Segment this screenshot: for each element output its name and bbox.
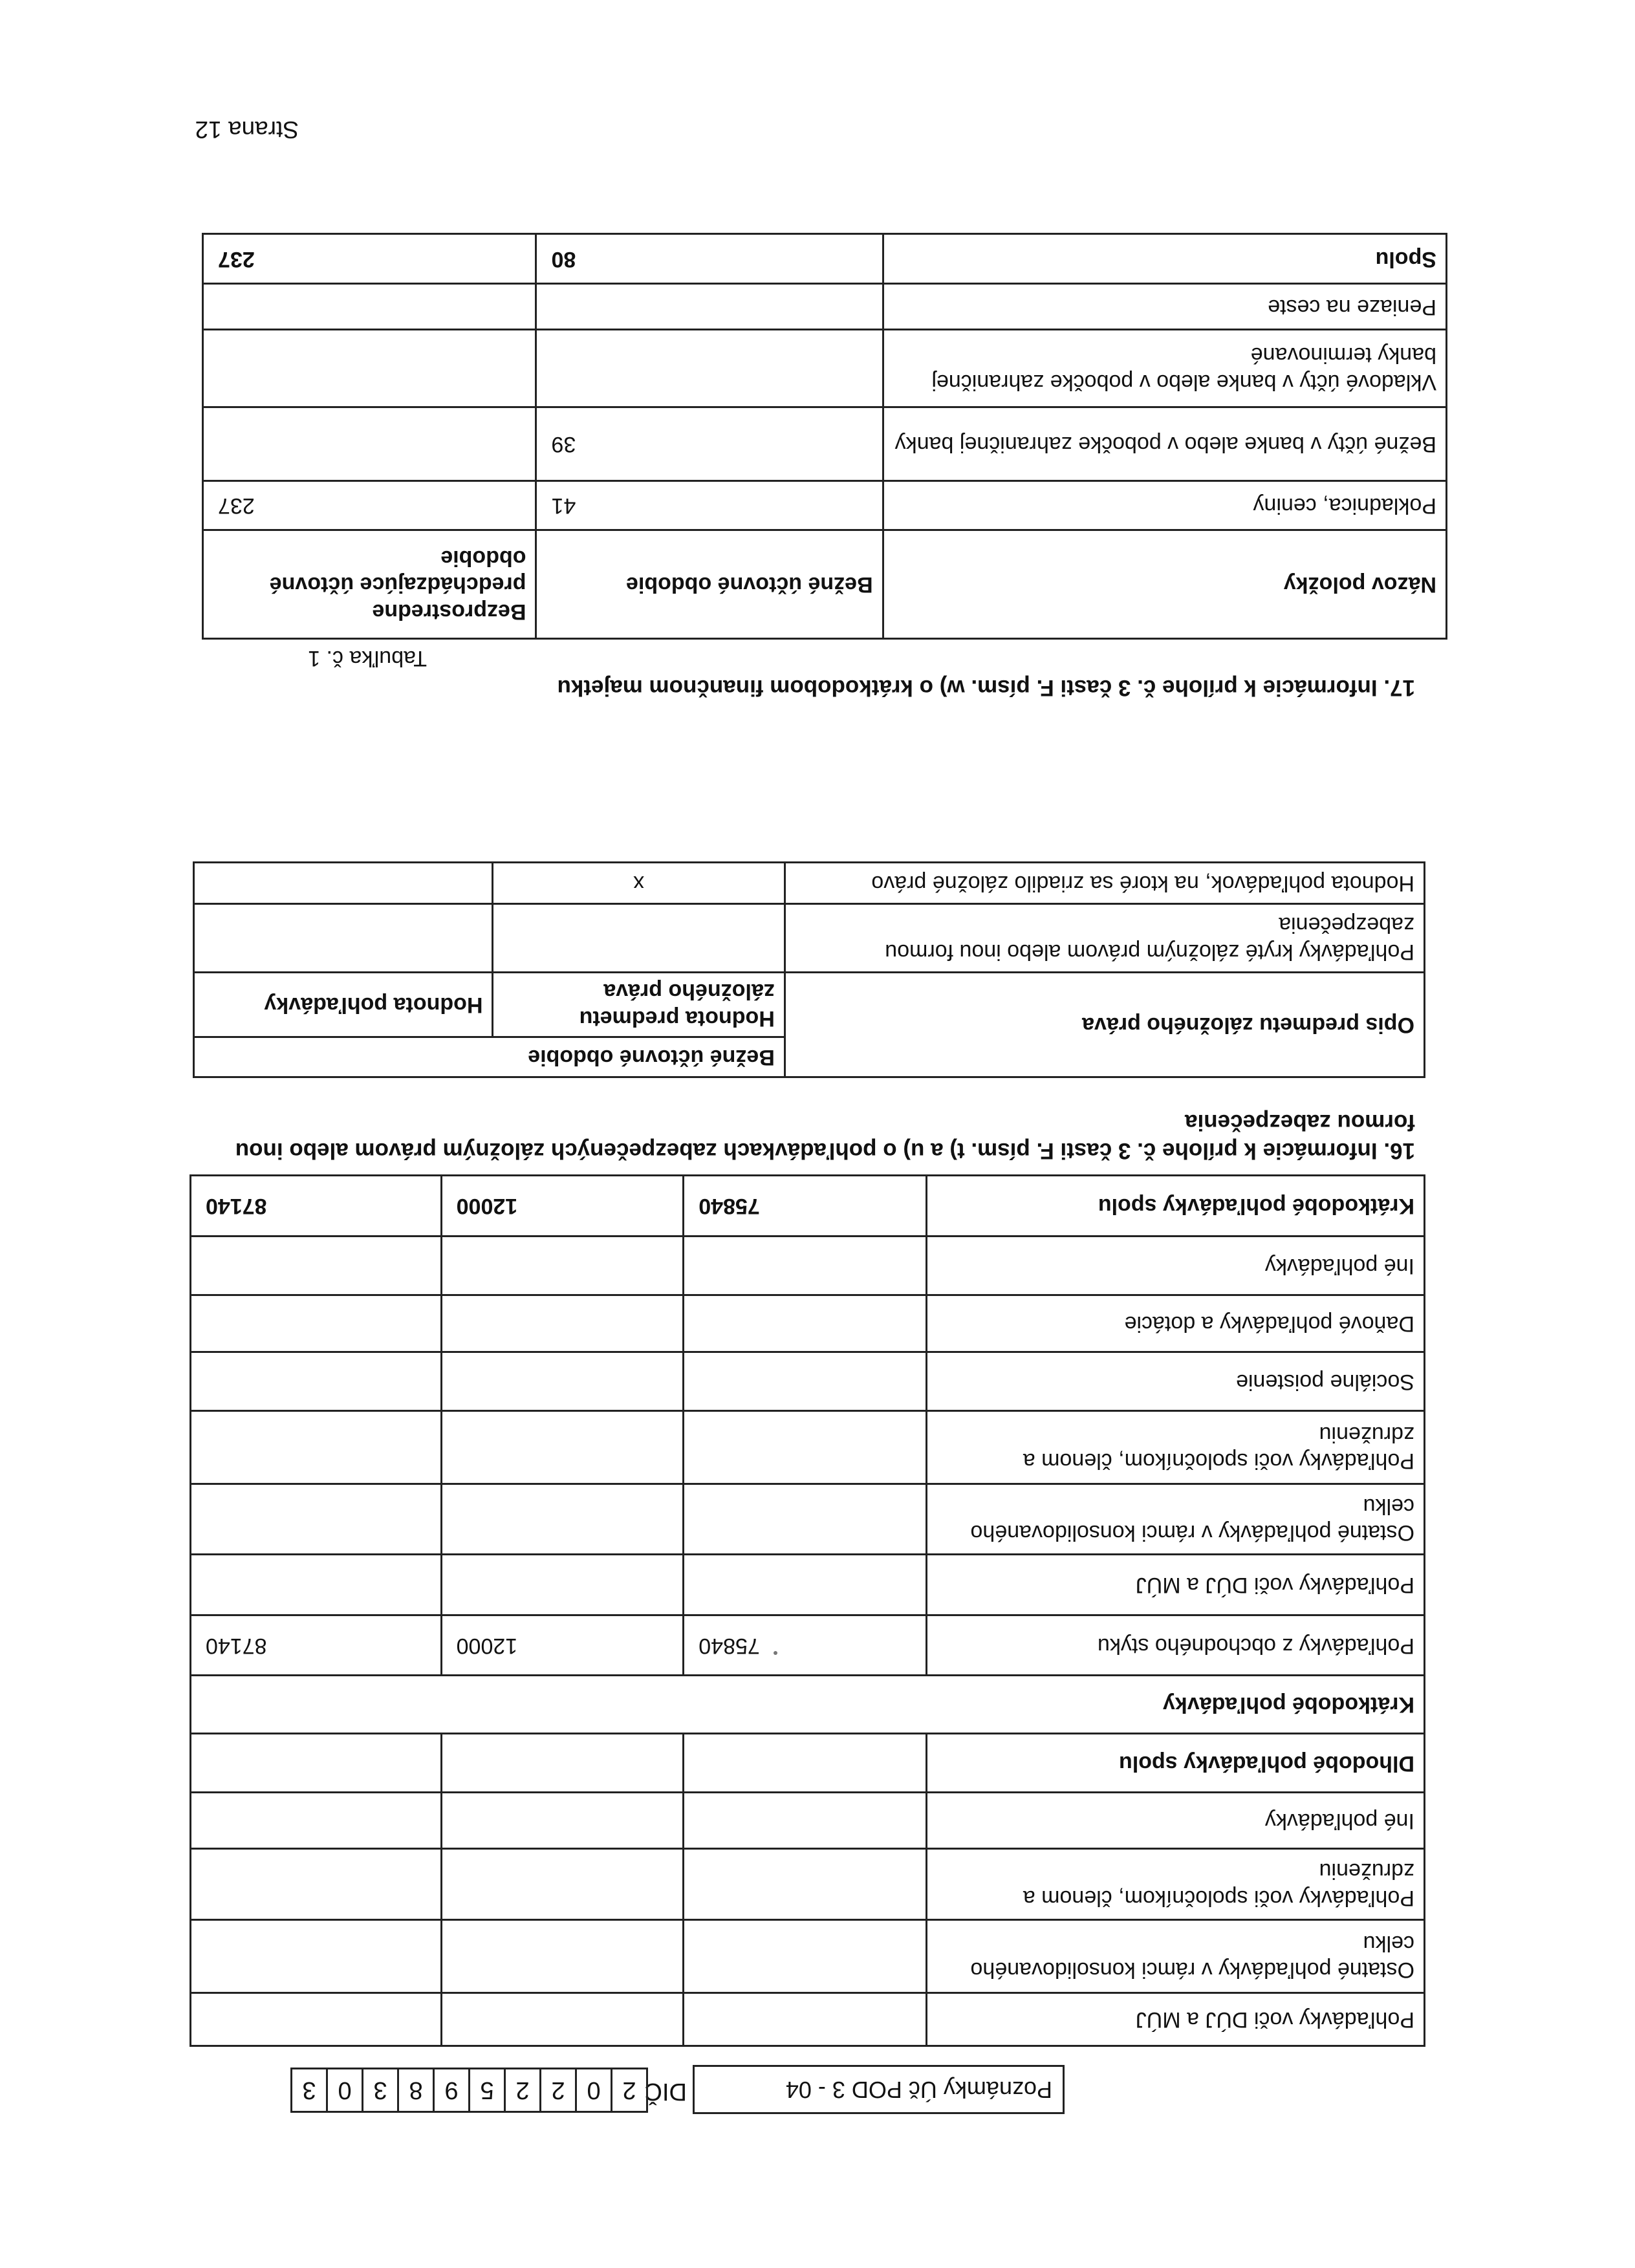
row-label: Vkladové účty v banke alebo v pobočke zahraničnej banky terminované xyxy=(883,330,1446,407)
value-cell: 12000 xyxy=(441,1615,684,1676)
col-header-pledge-value: Hodnota predmetu záložného práva xyxy=(493,973,785,1037)
value-cell xyxy=(441,1484,684,1555)
col-header-description: Opis predmetu záložného práva xyxy=(785,973,1424,1077)
table-row xyxy=(191,1176,1425,1237)
value-cell xyxy=(441,1849,684,1920)
value-cell: 87140 xyxy=(191,1615,442,1676)
row-label: Pohľadávky kryté záložným právom alebo inou formou zabezpečenia xyxy=(785,904,1424,973)
dic-digit: 0 xyxy=(326,2068,363,2113)
value-cell xyxy=(441,1734,684,1793)
value-cell xyxy=(191,1352,442,1411)
value-cell xyxy=(191,1555,442,1615)
value-cell xyxy=(191,1484,442,1555)
table-row xyxy=(191,1615,1425,1676)
table-row xyxy=(191,1849,1425,1920)
value-cell xyxy=(194,904,493,973)
table-row xyxy=(203,330,1447,407)
value-cell xyxy=(441,1920,684,1993)
value-cell xyxy=(191,1920,442,1993)
value-cell xyxy=(191,1295,442,1352)
value-cell: 12000 xyxy=(441,1176,684,1237)
value-cell xyxy=(493,904,785,973)
value-cell xyxy=(684,1920,927,1993)
dic-digit: 9 xyxy=(433,2068,470,2113)
row-label: Dlhodobé pohľadávky spolu xyxy=(926,1734,1424,1793)
value-cell xyxy=(441,1352,684,1411)
col-header-name: Názov položky xyxy=(883,530,1446,639)
row-label: Ostatné pohľadávky v rámci konsolidovaného celku xyxy=(926,1484,1424,1555)
table-label: Tabuľka č. 1 xyxy=(308,646,427,671)
value-cell: 41 xyxy=(536,481,883,530)
row-label: Daňové pohľadávky a dotácie xyxy=(926,1295,1424,1352)
value-cell xyxy=(684,1237,927,1295)
row-label: Iné pohľadávky xyxy=(926,1793,1424,1849)
dic-digit: 3 xyxy=(290,2068,328,2113)
value-cell xyxy=(684,1993,927,2046)
value-cell xyxy=(536,284,883,330)
scan-speck xyxy=(774,1651,777,1655)
dic-digit-boxes xyxy=(290,2068,646,2113)
table-row xyxy=(191,1993,1425,2046)
value-cell xyxy=(684,1734,927,1793)
value-cell xyxy=(684,1849,927,1920)
value-cell: 87140 xyxy=(191,1176,442,1237)
table-header-row xyxy=(203,530,1447,639)
row-label: Pohľadávky voči DÚJ a MÚJ xyxy=(926,1993,1424,2046)
col-header-previous: Bezprostredne predchádzajúce účtovné obdobie xyxy=(203,530,536,639)
value-cell xyxy=(191,1793,442,1849)
value-cell xyxy=(203,284,536,330)
dic-digit: 8 xyxy=(397,2068,435,2113)
table-row xyxy=(191,1411,1425,1484)
value-cell xyxy=(536,330,883,407)
row-label: Bežné účty v banke alebo v pobočke zahraničnej banky xyxy=(883,407,1446,481)
dic-digit: 3 xyxy=(362,2068,399,2113)
value-cell xyxy=(684,1793,927,1849)
value-cell xyxy=(194,863,493,904)
value-cell xyxy=(441,1411,684,1484)
table-row xyxy=(191,1237,1425,1295)
value-cell xyxy=(441,1793,684,1849)
value-cell xyxy=(684,1555,927,1615)
value-cell xyxy=(441,1237,684,1295)
table-row xyxy=(191,1295,1425,1352)
page-number: Strana 12 xyxy=(195,116,299,143)
row-label: Ostatné pohľadávky v rámci konsolidovaného celku xyxy=(926,1920,1424,1993)
table-row xyxy=(191,1484,1425,1555)
table-row xyxy=(191,1793,1425,1849)
value-cell: x xyxy=(493,863,785,904)
col-header-current: Bežné účtovné obdobie xyxy=(536,530,883,639)
value-cell xyxy=(684,1295,927,1352)
table-row xyxy=(203,481,1447,530)
value-cell xyxy=(684,1484,927,1555)
table-row xyxy=(191,1920,1425,1993)
row-label: Pohľadávky voči DÚJ a MÚJ xyxy=(926,1555,1424,1615)
row-label: Pohľadávky voči spoločníkom, členom a združeniu xyxy=(926,1411,1424,1484)
table-row xyxy=(191,1676,1425,1734)
value-cell: 75840 xyxy=(684,1176,927,1237)
table-row xyxy=(203,407,1447,481)
value-cell xyxy=(441,1993,684,2046)
value-cell: 80 xyxy=(536,234,883,284)
table-header-row xyxy=(194,1037,1425,1077)
row-label: Hodnota pohľadávok, na ktoré sa zriadilo záložné právo xyxy=(785,863,1424,904)
table-row xyxy=(194,863,1425,904)
dic-digit: 5 xyxy=(468,2068,506,2113)
value-cell xyxy=(191,1734,442,1793)
section-row-label: Krátkodobé pohľadávky xyxy=(191,1676,1425,1734)
dic-digit: 2 xyxy=(504,2068,541,2113)
table-row xyxy=(203,234,1447,284)
row-label: Krátkodobé pohľadávky spolu xyxy=(926,1176,1424,1237)
value-cell xyxy=(441,1295,684,1352)
value-cell: 237 xyxy=(203,481,536,530)
value-cell: 39 xyxy=(536,407,883,481)
row-label: Iné pohľadávky xyxy=(926,1237,1424,1295)
row-label: Spolu xyxy=(883,234,1446,284)
value-cell xyxy=(441,1555,684,1615)
table-row xyxy=(203,284,1447,330)
value-cell xyxy=(191,1993,442,2046)
value-cell xyxy=(191,1849,442,1920)
receivables-table xyxy=(189,1174,1425,2047)
form-label: Poznámky Úč POD 3 - 04 xyxy=(785,2077,1052,2103)
financial-assets-table xyxy=(202,233,1447,640)
dic-digit: 2 xyxy=(539,2068,577,2113)
value-cell: 75840 xyxy=(684,1615,927,1676)
table-row xyxy=(191,1352,1425,1411)
dic-digit: 0 xyxy=(575,2068,612,2113)
row-label: Peniaze na ceste xyxy=(883,284,1446,330)
dic-digit: 2 xyxy=(611,2068,648,2113)
col-header-period: Bežné účtovné obdobie xyxy=(194,1037,785,1077)
col-header-receivable-value: Hodnota pohľadávky xyxy=(194,973,493,1037)
form-label-box xyxy=(693,2065,1065,2114)
dic-label: DIČ xyxy=(644,2078,687,2105)
row-label: Sociálne poistenie xyxy=(926,1352,1424,1411)
table-row xyxy=(194,904,1425,973)
value-cell xyxy=(203,330,536,407)
value-cell xyxy=(191,1411,442,1484)
row-label: Pohľadávky z obchodného styku xyxy=(926,1615,1424,1676)
value-cell xyxy=(203,407,536,481)
row-label: Pokladnica, ceniny xyxy=(883,481,1446,530)
row-label: Pohľadávky voči spoločníkom, členom a združeniu xyxy=(926,1849,1424,1920)
value-cell xyxy=(684,1352,927,1411)
table-row xyxy=(191,1734,1425,1793)
value-cell xyxy=(191,1237,442,1295)
pledge-table xyxy=(193,861,1425,1078)
section-16-title: 16. Informácie k prílohe č. 3 časti F. písm. t) a u) o pohľadávkach zabezpečených záložným právom alebo inou formou zabezpečenia xyxy=(235,1110,1415,1163)
section-17-title: 17. Informácie k prílohe č. 3 časti F. písm. w) o krátkodobom finančnom majetku xyxy=(557,675,1415,700)
value-cell: 237 xyxy=(203,234,536,284)
table-row xyxy=(191,1555,1425,1615)
value-cell xyxy=(684,1411,927,1484)
